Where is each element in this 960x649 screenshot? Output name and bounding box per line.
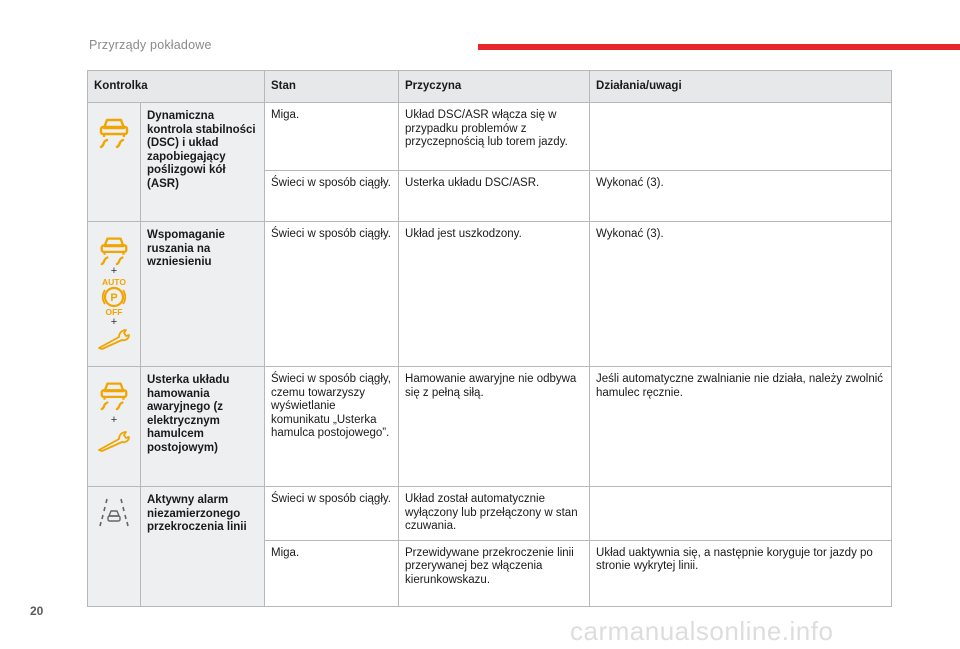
- cause-cell: Układ został automatycznie wyłączony lub przełączony w stan czuwania.: [399, 487, 590, 541]
- table-row: [88, 222, 892, 367]
- state-cell: Świeci w sposób ciągły.: [265, 222, 399, 367]
- action-cell: Układ uaktywnia się, a następnie koryguje tor jazdy po stronie wykrytej linii.: [590, 540, 892, 606]
- state-cell: Miga.: [265, 540, 399, 606]
- cause-cell: Hamowanie awaryjne nie odbywa się z pełną siłą.: [399, 367, 590, 487]
- plus-sign: +: [110, 414, 118, 426]
- plus-sign: +: [110, 316, 118, 328]
- skid-car-orange-icon: [97, 377, 131, 411]
- header-cause: Przyczyna: [399, 71, 590, 103]
- off-label: OFF: [105, 307, 123, 317]
- icon-cell: [88, 103, 141, 222]
- cause-cell: Układ jest uszkodzony.: [399, 222, 590, 367]
- indicators-table: [87, 70, 892, 607]
- watermark: carmanualsonline.info: [570, 616, 834, 646]
- p-label: P: [110, 292, 118, 304]
- table-row: [88, 487, 892, 541]
- cause-cell: Przewidywane przekroczenie linii przerywanej bez włączenia kierunkowskazu.: [399, 540, 590, 606]
- state-cell: Świeci w sposób ciągły.: [265, 487, 399, 541]
- state-cell: Świeci w sposób ciągły.: [265, 171, 399, 222]
- state-cell: Świeci w sposób ciągły, czemu towarzyszy wyświetlanie komunikatu „Usterka hamulca postojowego”.: [265, 367, 399, 487]
- skid-car-orange-icon: [96, 113, 132, 149]
- indicator-name: Usterka układu hamowania awaryjnego (z elektrycznym hamulcem postojowym): [141, 367, 265, 487]
- wrench-icon: [97, 328, 131, 350]
- icon-cell: [88, 367, 141, 487]
- state-cell: Miga.: [265, 103, 399, 171]
- table-header-row: [88, 71, 892, 103]
- indicator-name: Aktywny alarm niezamierzonego przekroczenia linii: [141, 487, 265, 607]
- plus-sign: +: [110, 265, 118, 277]
- wrench-icon: [97, 430, 131, 452]
- icon-cell: [88, 487, 141, 607]
- indicator-name: Dynamiczna kontrola stabilności (DSC) i układ zapobiegający poślizgowi kół (ASR): [141, 103, 265, 222]
- action-cell: Wykonać (3).: [590, 222, 892, 367]
- action-cell: [590, 103, 892, 171]
- section-title: Przyrządy pokładowe: [89, 38, 212, 52]
- cause-cell: Usterka układu DSC/ASR.: [399, 171, 590, 222]
- page-number: 20: [30, 604, 44, 618]
- cause-cell: Układ DSC/ASR włącza się w przypadku problemów z przyczepnością lub torem jazdy.: [399, 103, 590, 171]
- header-action: Działania/uwagi: [590, 71, 892, 103]
- indicator-name: Wspomaganie ruszania na wzniesieniu: [141, 222, 265, 367]
- header-indicator: Kontrolka: [88, 71, 265, 103]
- auto-p-off-icon: [97, 277, 131, 317]
- accent-bar: [478, 44, 960, 50]
- action-cell: Jeśli automatyczne zwalnianie nie działa, należy zwolnić hamulec ręcznie.: [590, 367, 892, 487]
- table-row: [88, 103, 892, 171]
- header-state: Stan: [265, 71, 399, 103]
- auto-label: AUTO: [102, 277, 126, 287]
- lane-departure-icon: [98, 497, 130, 527]
- action-cell: [590, 487, 892, 541]
- action-cell: Wykonać (3).: [590, 171, 892, 222]
- skid-car-orange-icon: [97, 232, 131, 266]
- table-row: [88, 367, 892, 487]
- icon-cell: [88, 222, 141, 367]
